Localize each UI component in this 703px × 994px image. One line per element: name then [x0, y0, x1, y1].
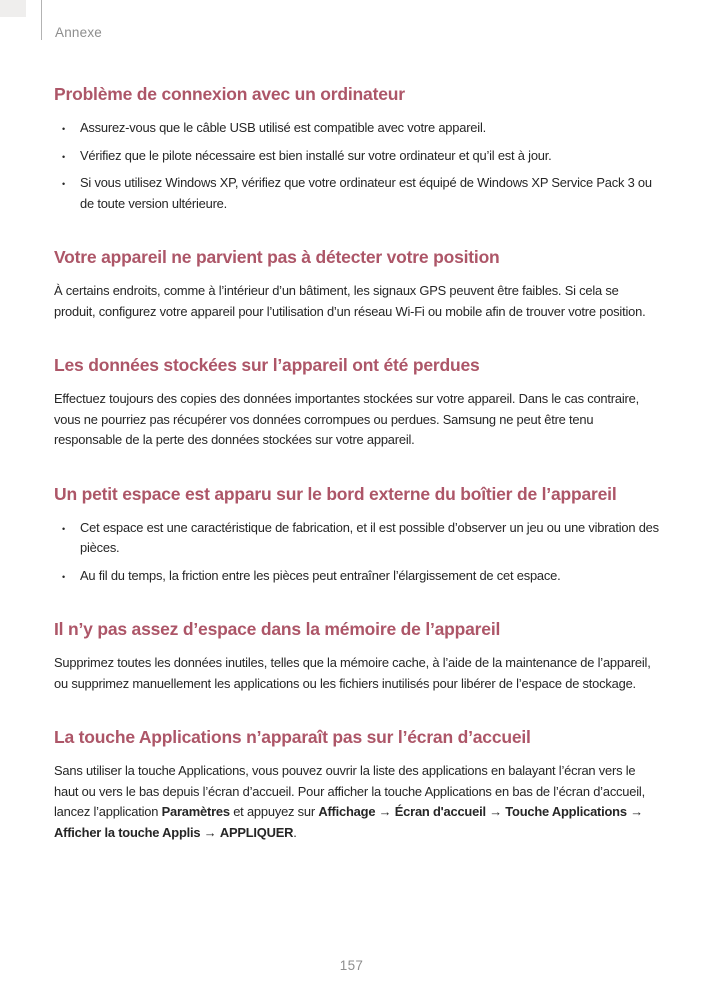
bullet-text: Cet espace est une caractéristique de fabrication, et il est possible d’observer un jeu ou une vibration des pièces. [80, 519, 659, 555]
content [54, 84, 662, 876]
text-run: → [626, 804, 643, 819]
bold-ui-label: APPLIQUER [219, 824, 294, 840]
bold-ui-label: Affichage [318, 804, 376, 819]
section-connexion-ordinateur [54, 84, 662, 214]
section-title: Votre appareil ne parvient pas à détecter votre position [54, 247, 500, 267]
section-title: Un petit espace est apparu sur le bord externe du boîtier de l’appareil [54, 483, 617, 504]
section-title: Les données stockées sur l’appareil ont été perdues [54, 355, 480, 375]
section-donnees-perdues [54, 355, 662, 451]
text-run: → [485, 804, 506, 819]
section-title: Problème de connexion avec un ordinateur [54, 84, 405, 104]
bullet-item [54, 518, 662, 559]
bold-ui-label: Paramètres [161, 804, 230, 819]
text-run: → [375, 804, 395, 819]
text-run: et appuyez sur [229, 804, 319, 819]
section-paragraph: Effectuez toujours des copies des données importantes stockées sur votre appareil. Dans le cas contraire, vous ne pourriez pas récupérer vos données corrompues ou perdues. Samsung ne peut être tenu responsable de la perte des données stockées sur votre appareil. [54, 391, 639, 447]
bullet-dot-icon [62, 173, 72, 195]
bullet-text: Vérifiez que le pilote nécessaire est bien installé sur votre ordinateur et qu’il est à jour. [80, 147, 552, 163]
page-number: 157 [339, 958, 364, 973]
bold-ui-label: Touche Applications [505, 804, 627, 819]
section-memoire-pleine [54, 619, 662, 694]
section-touche-applications [54, 727, 662, 843]
section-detection-position [54, 247, 662, 322]
bullet-dot-icon [62, 118, 72, 140]
bullet-list [54, 518, 662, 587]
bullet-dot-icon [62, 518, 72, 540]
bullet-text: Au fil du temps, la friction entre les pièces peut entraîner l’élargissement de cet espace. [80, 567, 561, 583]
page-corner-artifact [0, 0, 26, 17]
bullet-text: Si vous utilisez Windows XP, vérifiez que votre ordinateur est équipé de Windows XP Service Pack 3 ou de toute version ultérieure. [80, 175, 652, 211]
bullet-item [54, 146, 662, 167]
bold-ui-label: Afficher la touche Applis [54, 824, 201, 840]
bold-ui-label: Écran d'accueil [394, 804, 486, 819]
bullet-dot-icon [62, 566, 72, 588]
section-paragraph: Supprimez toutes les données inutiles, telles que la mémoire cache, à l’aide de la maintenance de l’appareil, ou supprimez manuellement les applications ou les fichiers inutilisés pour libérer de l’espace de stockage. [54, 655, 651, 691]
bullet-dot-icon [62, 146, 72, 168]
bullet-item [54, 173, 662, 214]
section-title: La touche Applications n’apparaît pas sur l’écran d’accueil [54, 727, 531, 747]
section-title: Il n’y pas assez d’espace dans la mémoire de l’appareil [54, 619, 501, 639]
section-espace-boitier [54, 484, 662, 587]
text-run: . [293, 824, 297, 840]
text-run: Sans utiliser la touche Applications, vous pouvez ouvrir la liste des applications en balayant l’écran vers le haut ou vers le bas depuis l’écran d’accueil. Pour afficher la touche Applications en bas de l’écran d’accueil, lancez l’application [54, 763, 645, 819]
section-paragraph-rich [54, 761, 662, 843]
header-divider [41, 0, 42, 40]
bullet-text: Assurez-vous que le câble USB utilisé est compatible avec votre appareil. [80, 120, 486, 135]
bullet-item [54, 566, 662, 587]
running-header: Annexe [55, 25, 102, 40]
bullet-list [54, 118, 662, 214]
section-paragraph: À certains endroits, comme à l’intérieur d’un bâtiment, les signaux GPS peuvent être faibles. Si cela se produit, configurez votre appareil pour l’utilisation d’un réseau Wi-Fi ou mobile afin de trouver votre position. [54, 283, 646, 319]
bullet-item [54, 118, 662, 139]
text-run: → [200, 824, 220, 840]
